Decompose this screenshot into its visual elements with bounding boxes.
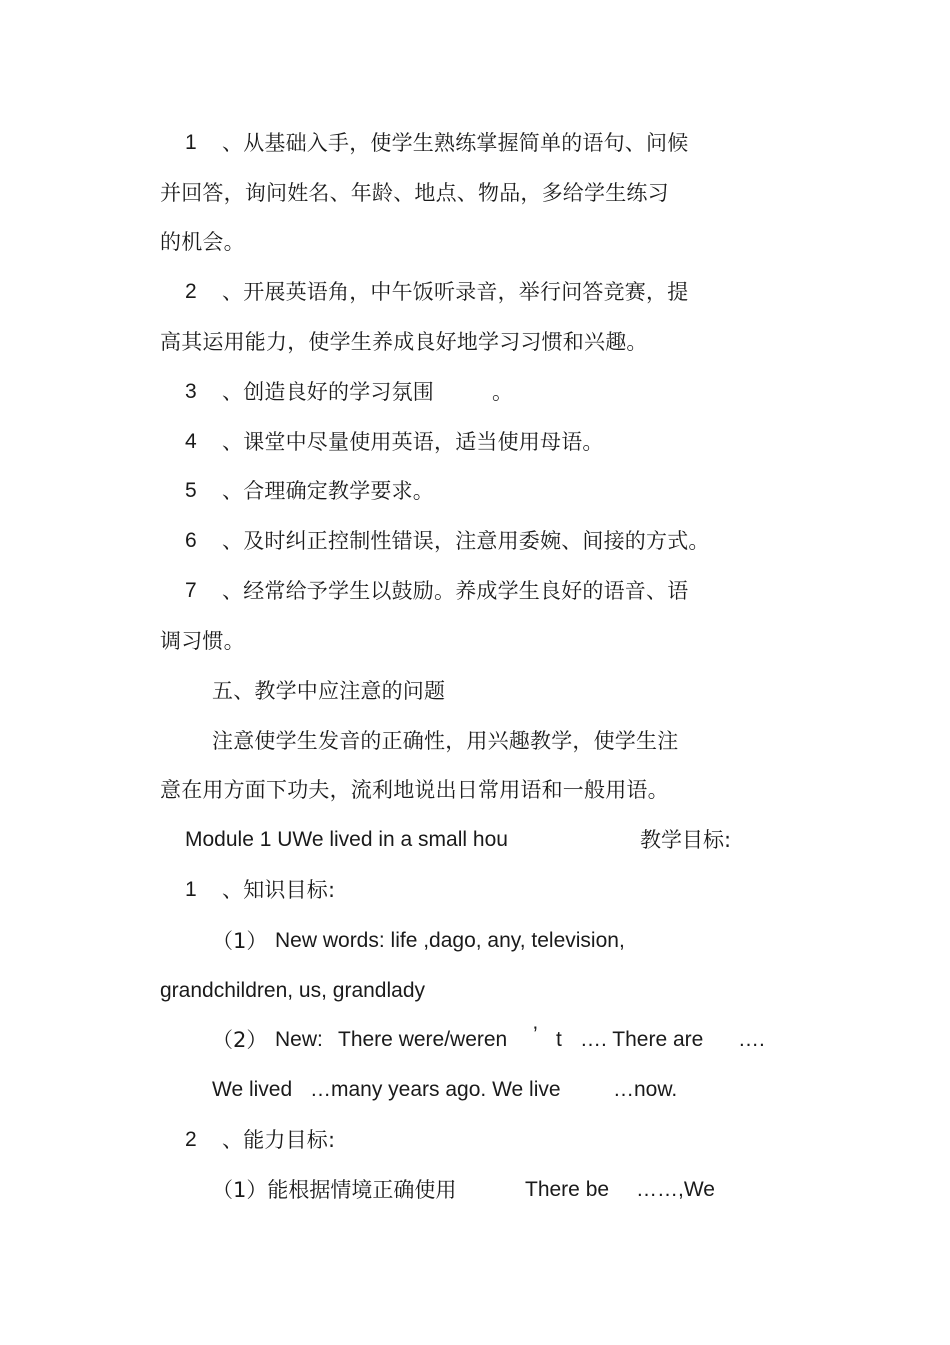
item-text: 、合理确定教学要求。 [222, 479, 434, 503]
sentence-pattern: …. There are [580, 1028, 704, 1051]
item-text-continued: 调习惯。 [160, 629, 245, 653]
item-text-continued: 的机会。 [160, 230, 245, 254]
module-title: Module 1 UWe lived in a small hou [185, 828, 508, 851]
item-text-continued: 高其运用能力，使学生养成良好地学习习惯和兴趣。 [160, 330, 648, 354]
item-text: 、创造良好的学习氛围 [222, 380, 434, 404]
goal-number: 2 [185, 1128, 197, 1151]
apostrophe: ’ [533, 1023, 538, 1046]
sentence-pattern: …many years ago. We live [310, 1078, 561, 1101]
item-text-continued: 并回答，询问姓名、年龄、地点、物品，多给学生练习 [160, 181, 669, 205]
goal-number: 1 [185, 878, 197, 901]
sentence-pattern: …. [738, 1028, 765, 1051]
paragraph-continued: 意在用方面下功夫，流利地说出日常用语和一般用语。 [160, 778, 669, 802]
item-number: 7 [185, 579, 197, 602]
section-heading: 五、教学中应注意的问题 [212, 679, 446, 703]
item-text: 、从基础入手，使学生熟练掌握简单的语句、问候 [222, 131, 689, 155]
item-text: 、开展英语角，中午饭听录音，举行问答竞赛，提 [222, 280, 689, 304]
item-text: 、及时纠正控制性错误，注意用委婉、间接的方式。 [222, 529, 710, 553]
sentence-pattern: We lived [212, 1078, 293, 1101]
ability-pattern: There be [525, 1178, 610, 1201]
item-number: 6 [185, 529, 197, 552]
item-text-end: 。 [492, 380, 513, 404]
sub-item-prefix: （1） [212, 929, 268, 953]
vocabulary-list: New words: life ,dago, any, television, [275, 929, 625, 952]
item-number: 3 [185, 380, 197, 403]
paragraph: 注意使学生发音的正确性，用兴趣教学，使学生注 [212, 729, 679, 753]
goals-label: 教学目标: [640, 828, 732, 852]
sentence-pattern: …now. [613, 1078, 678, 1101]
sentence-pattern: There were/weren [338, 1028, 508, 1051]
goal-label: 、能力目标: [222, 1128, 336, 1152]
item-number: 4 [185, 430, 197, 453]
ability-item: （1）能根据情境正确使用 [212, 1178, 457, 1202]
item-text: 、课堂中尽量使用英语，适当使用母语。 [222, 430, 604, 454]
sub-item-prefix: （2） [212, 1028, 268, 1052]
ability-pattern: ……,We [636, 1178, 715, 1201]
item-text: 、经常给予学生以鼓励。养成学生良好的语音、语 [222, 579, 689, 603]
item-number: 5 [185, 479, 197, 502]
item-number: 2 [185, 280, 197, 303]
goal-label: 、知识目标: [222, 878, 336, 902]
sentence-label: New: [275, 1028, 323, 1051]
item-number: 1 [185, 131, 197, 154]
sentence-pattern: t [556, 1028, 562, 1051]
vocabulary-list-continued: grandchildren, us, grandlady [160, 979, 426, 1002]
